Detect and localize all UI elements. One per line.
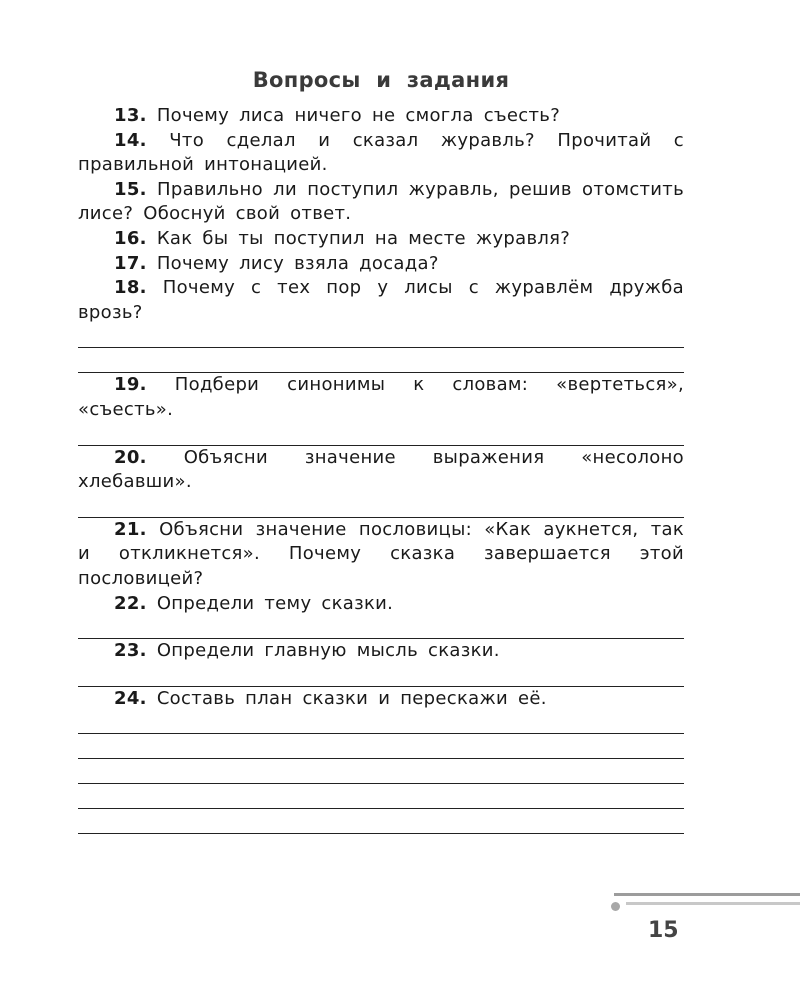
page-number: 15 [648, 918, 679, 943]
question-text: Объясни значение выражения «несолоно хлебавши». [78, 446, 684, 493]
question-24 [78, 687, 684, 712]
question-number: 24. [114, 687, 147, 709]
answer-line[interactable] [78, 734, 684, 759]
worksheet [78, 68, 684, 834]
question-13 [78, 104, 684, 129]
page-title: Вопросы и задания [252, 68, 510, 92]
question-number: 16. [114, 227, 147, 249]
answer-line[interactable] [78, 711, 684, 734]
question-number: 21. [114, 518, 147, 540]
question-number: 15. [114, 178, 147, 200]
answer-line[interactable] [78, 616, 684, 639]
question-text: Как бы ты поступил на месте журавля? [146, 227, 571, 249]
question-19 [78, 373, 684, 422]
question-21 [78, 518, 684, 592]
question-text: Определи главную мысль сказки. [146, 640, 500, 662]
question-number: 14. [114, 129, 147, 151]
answer-line[interactable] [78, 759, 684, 784]
answer-line[interactable] [78, 664, 684, 687]
answer-line[interactable] [78, 423, 684, 446]
question-15 [78, 178, 684, 227]
question-number: 20. [114, 446, 147, 468]
question-18 [78, 276, 684, 325]
question-22 [78, 592, 684, 617]
footer-decor-bar [614, 893, 800, 896]
question-text: Почему с тех пор у лисы с журавлём дружба врозь? [78, 277, 684, 323]
question-number: 23. [114, 640, 147, 662]
answer-line[interactable] [78, 809, 684, 834]
question-text: Объясни значение пословицы: «Как аукнется, так и откликнется». Почему сказка завершается этой пословицей? [78, 518, 684, 589]
question-text: Правильно ли поступил журавль, решив отомстить лисе? Обоснуй свой ответ. [78, 178, 684, 225]
answer-line[interactable] [78, 348, 684, 373]
question-text: Определи тему сказки. [146, 592, 394, 614]
question-23 [78, 639, 684, 664]
answer-line[interactable] [78, 784, 684, 809]
answer-line[interactable] [78, 495, 684, 518]
question-text: Почему лиса ничего не смогла съесть? [146, 105, 561, 126]
question-14 [78, 129, 684, 178]
answer-line[interactable] [78, 325, 684, 348]
question-number: 18. [114, 277, 147, 299]
question-number: 22. [114, 592, 147, 614]
footer-decor-bar [626, 902, 800, 905]
question-text: Почему лису взяла досада? [146, 252, 439, 274]
footer-decor-dot [611, 902, 620, 911]
question-number: 17. [114, 252, 147, 274]
question-text: Что сделал и сказал журавль? Прочитай с правильной интонацией. [78, 129, 684, 176]
question-text: Составь план сказки и перескажи её. [146, 687, 547, 709]
question-number: 19. [114, 374, 147, 396]
question-text: Подбери синонимы к словам: «вертеться», «съесть». [78, 374, 684, 420]
question-17 [78, 252, 684, 277]
question-16 [78, 227, 684, 252]
question-20 [78, 446, 684, 495]
question-number: 13. [114, 105, 147, 126]
